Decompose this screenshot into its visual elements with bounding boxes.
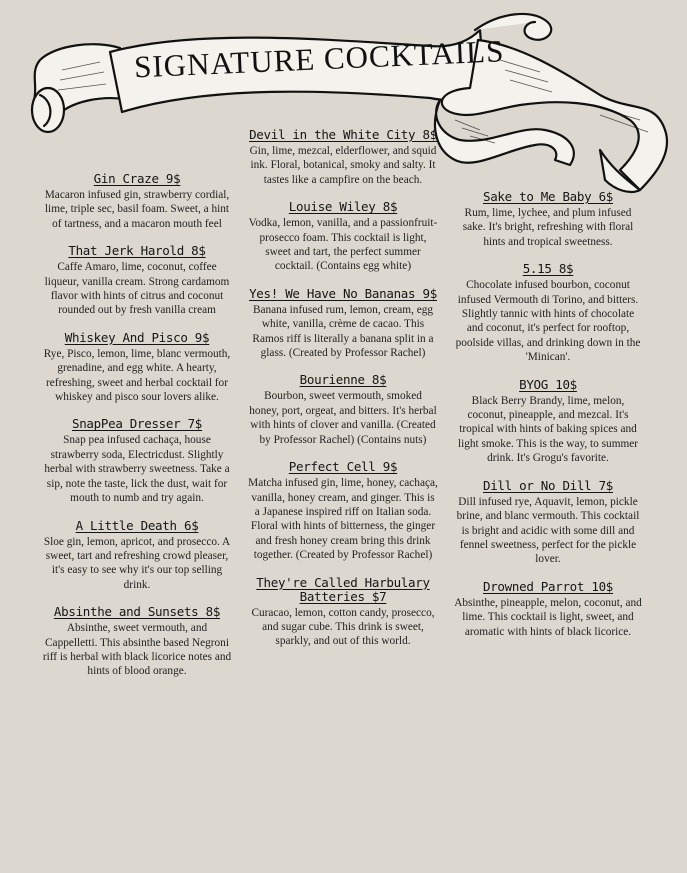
item-name: Louise Wiley 8$ — [288, 199, 398, 215]
item-name: They're Called Harbulary Batteries $7 — [256, 574, 430, 604]
item-description: Macaron infused gin, strawberry cordial, lime, triple sec, basil foam. Sweet, a hint of tartness, and a macaron mouth feel — [44, 189, 230, 230]
item-description: Absinthe, sweet vermouth, and Cappelletti. This absinthe based Negroni riff is herbal with black licorice notes and hints of blood orange. — [42, 622, 232, 678]
item-name: Sake to Me Baby 6$ — [482, 189, 614, 204]
item-description: Curacao, lemon, cotton candy, prosecco, and sugar cube. This drink is sweet, sparkly, and out of this world. — [251, 606, 435, 648]
item-name: Bourienne 8$ — [299, 372, 387, 388]
item-description: Absinthe, pineapple, melon, coconut, and lime. This cocktail is light, sweet, and aromatic with hints of black licorice. — [454, 596, 642, 638]
item-name: Yes! We Have No Bananas 9$ — [249, 285, 437, 301]
item-description: Caffe Amaro, lime, coconut, coffee liqueur, vanilla cream. Strong cardamom flavor with hints of citrus and coconut rounded out by fresh vanilla cream — [44, 261, 230, 317]
item-name: Gin Craze 9$ — [93, 171, 181, 186]
menu-item — [248, 373, 438, 447]
item-name: Perfect Cell 9$ — [288, 459, 398, 475]
menu-item — [248, 576, 438, 649]
item-name: BYOG 10$ — [519, 376, 577, 392]
menu-item — [40, 605, 234, 679]
item-name: Drowned Parrot 10$ — [482, 578, 614, 594]
item-name: That Jerk Harold 8$ — [68, 243, 206, 259]
menu-column-middle — [248, 128, 438, 662]
menu-item — [248, 287, 438, 361]
item-description: Dill infused rye, Aquavit, lemon, pickle brine, and blanc vermouth. This cocktail is bright and acidic with some dill and fennel sweetness, perfect for the pickle lover. — [456, 495, 640, 566]
item-description: Chocolate infused bourbon, coconut infused Vermouth di Torino, and bitters. Slightly tannic with hints of chocolate and coconut, it's perfect for rooftop, poolside villas, and drinking down in the 'Minican'. — [455, 279, 641, 364]
menu-item — [40, 519, 234, 593]
item-description: Matcha infused gin, lime, honey, cachaça, vanilla, honey cream, and ginger. This is a Japanese inspired riff on Italian soda. Floral with hints of bitterness, the ginger and fresh honey cream bring this drink together. (Created by Professor Rachel) — [248, 477, 438, 562]
item-description: Snap pea infused cachaça, house strawberry soda, Electricdust. Slightly herbal with strawberry sweetness. Take a sip, note the taste, lick the dust, wait for mouth to numb and try again. — [44, 434, 230, 505]
menu-item — [248, 128, 438, 187]
menu-item — [453, 580, 643, 639]
page-title: SIGNATURE COCKTAILS — [133, 33, 506, 85]
menu-item — [453, 190, 643, 249]
item-name: SnapPea Dresser 7$ — [71, 416, 203, 432]
menu-item — [248, 200, 438, 274]
menu-column-right — [453, 190, 643, 652]
menu-item — [40, 244, 234, 318]
item-name: Absinthe and Sunsets 8$ — [53, 604, 221, 620]
item-description: Sloe gin, lemon, apricot, and prosecco. A sweet, tart and refreshing crowd pleaser, it's easy to see why it's our top selling drink. — [43, 535, 231, 591]
menu-item — [453, 378, 643, 466]
menu-item — [40, 417, 234, 505]
item-name: Whiskey And Pisco 9$ — [64, 329, 210, 345]
item-description: Banana infused rum, lemon, cream, egg white, vanilla, crème de cacao. This Ramos riff is literally a banana split in a glass. (Created by Professor Rachel) — [252, 303, 434, 360]
item-description: Black Berry Brandy, lime, melon, coconut, pineapple, and mezcal. It's tropical with hints of baking spices and light smoke. This is the way, to summer drink. It's Grogu's favorite. — [457, 394, 639, 465]
item-description: Gin, lime, mezcal, elderflower, and squid ink. Floral, botanical, smoky and salty. It tastes like a campfire on the beach. — [249, 145, 437, 186]
item-description: Rum, lime, lychee, and plum infused sake. It's bright, refreshing with floral hints and tropical sweetness. — [462, 207, 634, 248]
item-name: 5.15 8$ — [522, 261, 574, 277]
menu-item — [40, 172, 234, 231]
menu-item — [453, 479, 643, 567]
item-name: Devil in the White City 8$ — [249, 127, 437, 142]
menu-item — [453, 262, 643, 364]
item-description: Bourbon, sweet vermouth, smoked honey, port, orgeat, and bitters. It's herbal with hints of clover and vanilla. (Created by Professor Rachel) (Contains nuts) — [249, 390, 437, 446]
item-description: Vodka, lemon, vanilla, and a passionfruit-prosecco foam. This cocktail is light, sweet and tart, the perfect summer cocktail. (Contains egg white) — [248, 217, 438, 273]
menu-item — [40, 331, 234, 405]
menu-item — [248, 460, 438, 562]
item-description: Rye, Pisco, lemon, lime, blanc vermouth, grenadine, and egg white. A hearty, refreshing, sweet and herbal cocktail for whiskey and pisco sour lovers alike. — [43, 347, 231, 404]
menu-column-left — [40, 172, 234, 692]
item-name: A Little Death 6$ — [75, 517, 199, 533]
item-name: Dill or No Dill 7$ — [482, 477, 614, 493]
